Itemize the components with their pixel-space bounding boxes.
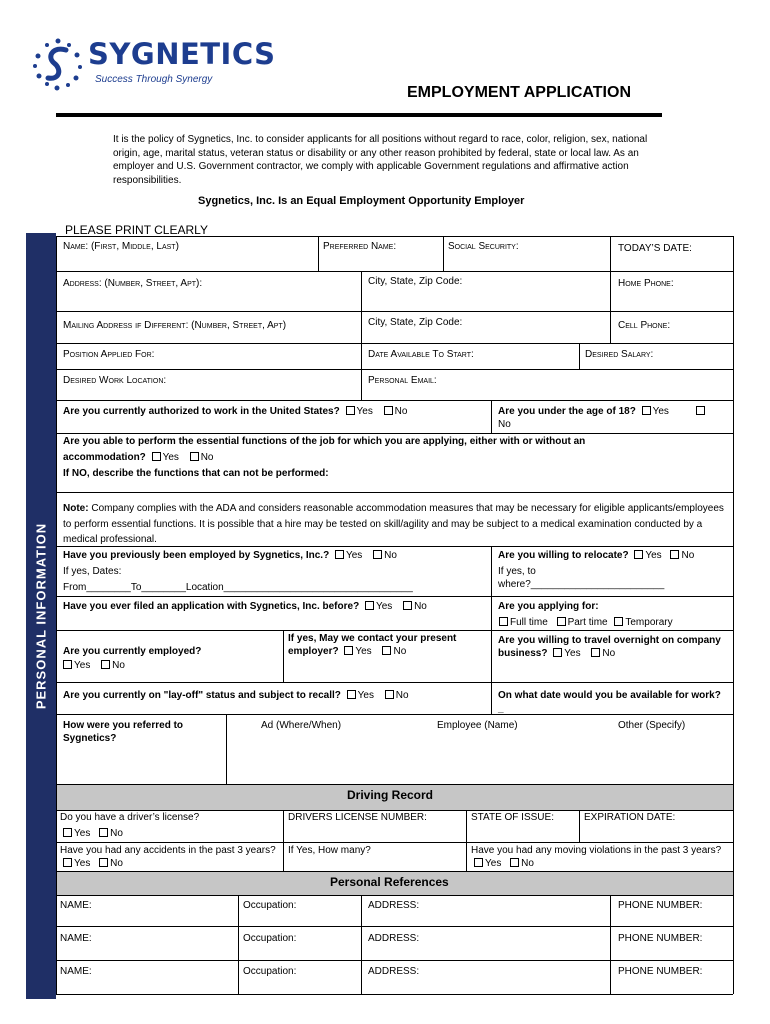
employed-yes-checkbox[interactable] (63, 660, 72, 669)
reference-3-occupation-field[interactable]: Occupation: (243, 966, 297, 977)
print-clearly-note: PLEASE PRINT CLEARLY (65, 223, 208, 237)
employment-dates-line[interactable]: From________To________Location__________________________________ (63, 582, 413, 593)
referral-employee-field[interactable]: Employee (Name) (437, 720, 518, 731)
authorized-yes-checkbox[interactable] (346, 406, 355, 415)
cell-phone-field[interactable]: Cell Phone: (618, 320, 671, 331)
referral-ad-field[interactable]: Ad (Where/When) (261, 720, 342, 731)
company-tagline: Success Through Synergy (95, 74, 213, 85)
layoff-no-checkbox[interactable] (385, 690, 394, 699)
mailing-address-field[interactable]: Mailing Address if Different: (Number, Street, Apt) (63, 320, 287, 331)
prev-employed-yes-checkbox[interactable] (335, 550, 344, 559)
applying-for-label: Are you applying for: (498, 601, 599, 612)
authorized-no-checkbox[interactable] (384, 406, 393, 415)
todays-date-field[interactable]: TODAY’S DATE: (618, 243, 692, 254)
reference-1-occupation-field[interactable]: Occupation: (243, 900, 297, 911)
date-available-field[interactable]: Date Available To Start: (368, 349, 474, 360)
license-yes-checkbox[interactable] (63, 828, 72, 837)
personal-email-field[interactable]: Personal Email: (368, 375, 437, 386)
referral-question: How were you referred to Sygnetics? (63, 720, 184, 744)
accidents-no-checkbox[interactable] (99, 858, 108, 867)
prev-employed-no-checkbox[interactable] (373, 550, 382, 559)
violations-yes-checkbox[interactable] (474, 858, 483, 867)
relocate-where-line[interactable]: where?________________________ (498, 579, 665, 590)
currently-employed-question: Are you currently employed? (63, 646, 202, 657)
page-title: EMPLOYMENT APPLICATION (407, 84, 631, 101)
accidents-yes-checkbox[interactable] (63, 858, 72, 867)
policy-statement: It is the policy of Sygnetics, Inc. to consider applicants for all positions without regard to race, color, religion, sex, national origin, age, marital status, veteran status or disability or any other reason prohibited by federal, state or local law. As an employer and U.S. Government contractor, we comply with applicable Government regulations and affirmative action responsibilities. (113, 134, 648, 186)
layoff-yes-checkbox[interactable] (347, 690, 356, 699)
accidents-question: Have you had any accidents in the past 3 years? Yes No (60, 845, 276, 869)
part-time-checkbox[interactable] (557, 617, 566, 626)
relocate-yes-checkbox[interactable] (634, 550, 643, 559)
city-state-zip-field[interactable]: City, State, Zip Code: (368, 276, 463, 287)
reference-2-occupation-field[interactable]: Occupation: (243, 933, 297, 944)
layoff-question: Are you currently on "lay-off" status and subject to recall? Yes No (63, 690, 409, 701)
essential-functions-question: Are you able to perform the essential functions of the job for which you are applying, either with or without an (63, 436, 586, 447)
home-phone-field[interactable]: Home Phone: (618, 278, 674, 289)
travel-no-checkbox[interactable] (591, 648, 600, 657)
if-no-describe-label[interactable]: If NO, describe the functions that can not be performed: (63, 468, 329, 479)
accommodation-question: accommodation? Yes No (63, 452, 214, 463)
full-time-checkbox[interactable] (499, 617, 508, 626)
filed-no-checkbox[interactable] (403, 601, 412, 610)
desired-salary-field[interactable]: Desired Salary: (585, 349, 654, 360)
referral-other-field[interactable]: Other (Specify) (618, 720, 686, 731)
sidebar-label: PERSONAL INFORMATION (33, 522, 49, 710)
under-18-question: Are you under the age of 18? Yes (498, 406, 707, 419)
preferred-name-field[interactable]: Preferred Name: (323, 241, 397, 252)
under18-no-label: No (498, 419, 511, 430)
reference-1-phone-field[interactable]: PHONE NUMBER: (618, 900, 703, 911)
work-authorization-question: Are you currently authorized to work in the United States? Yes No (63, 406, 408, 417)
temporary-checkbox[interactable] (614, 617, 623, 626)
violations-question: Have you had any moving violations in the past 3 years? Yes No (471, 845, 722, 869)
company-logo-text: SYGNETICS (88, 37, 276, 71)
if-yes-dates-label: If yes, Dates: (63, 566, 122, 577)
reference-3-address-field[interactable]: ADDRESS: (368, 966, 420, 977)
relocate-question: Are you willing to relocate? Yes No (498, 550, 695, 561)
filed-yes-checkbox[interactable] (365, 601, 374, 610)
reference-2-phone-field[interactable]: PHONE NUMBER: (618, 933, 703, 944)
reference-1-address-field[interactable]: ADDRESS: (368, 900, 420, 911)
expiration-date-field[interactable]: EXPIRATION DATE: (584, 812, 676, 823)
reference-3-phone-field[interactable]: PHONE NUMBER: (618, 966, 703, 977)
name-field[interactable]: Name: (First, Middle, Last) (63, 241, 179, 252)
address-field[interactable]: Address: (Number, Street, Apt): (63, 278, 203, 289)
accidents-how-many-field[interactable]: If Yes, How many? (288, 845, 371, 856)
previously-employed-question: Have you previously been employed by Sygnetics, Inc.? Yes No (63, 550, 397, 561)
ada-note: Note: Company complies with the ADA and considers reasonable accommodation measures that may be necessary for eligible applicants/employees to perform essential functions. It is possible that a hire may be tested on skill/agility and may be subject to a medical examination conducted by a medical professional. (63, 503, 724, 545)
filed-before-question: Have you ever filed an application with Sygnetics, Inc. before? Yes No (63, 601, 427, 612)
contact-yes-checkbox[interactable] (344, 646, 353, 655)
travel-yes-checkbox[interactable] (553, 648, 562, 657)
eeo-statement: Sygnetics, Inc. Is an Equal Employment Opportunity Employer (198, 195, 525, 207)
reference-2-address-field[interactable]: ADDRESS: (368, 933, 420, 944)
available-date-question[interactable]: On what date would you be available for work? _ (498, 690, 721, 714)
drivers-license-number-field[interactable]: DRIVERS LICENSE NUMBER: (288, 812, 427, 823)
applying-for-options: Full time Part time Temporary (496, 617, 673, 630)
sygnetics-logo-icon (30, 36, 86, 92)
reference-3-name-field[interactable]: NAME: (60, 966, 92, 977)
drivers-license-question: Do you have a driver’s license? (60, 812, 200, 823)
accommodation-no-checkbox[interactable] (190, 452, 199, 461)
license-no-checkbox[interactable] (99, 828, 108, 837)
desired-work-location-field[interactable]: Desired Work Location: (63, 375, 167, 386)
reference-2-name-field[interactable]: NAME: (60, 933, 92, 944)
under18-no-checkbox[interactable] (696, 406, 705, 415)
personal-information-sidebar (26, 233, 56, 999)
if-yes-to-label: If yes, to (498, 566, 536, 577)
under18-yes-checkbox[interactable] (642, 406, 651, 415)
drivers-license-options: Yes No (60, 828, 123, 841)
violations-no-checkbox[interactable] (510, 858, 519, 867)
title-divider (56, 113, 662, 117)
travel-question: Are you willing to travel overnight on company business? Yes No (498, 635, 721, 659)
mailing-city-state-zip-field[interactable]: City, State, Zip Code: (368, 317, 463, 328)
contact-no-checkbox[interactable] (382, 646, 391, 655)
may-contact-question: If yes, May we contact your present employer? Yes No (288, 633, 457, 657)
currently-employed-options: Yes No (60, 660, 125, 673)
personal-references-title: Personal References (330, 875, 449, 889)
state-of-issue-field[interactable]: STATE OF ISSUE: (471, 812, 554, 823)
driving-record-title: Driving Record (347, 788, 434, 802)
relocate-no-checkbox[interactable] (670, 550, 679, 559)
reference-1-name-field[interactable]: NAME: (60, 900, 92, 911)
accommodation-yes-checkbox[interactable] (152, 452, 161, 461)
employed-no-checkbox[interactable] (101, 660, 110, 669)
position-applied-field[interactable]: Position Applied For: (63, 349, 155, 360)
social-security-field[interactable]: Social Security: (448, 241, 519, 252)
